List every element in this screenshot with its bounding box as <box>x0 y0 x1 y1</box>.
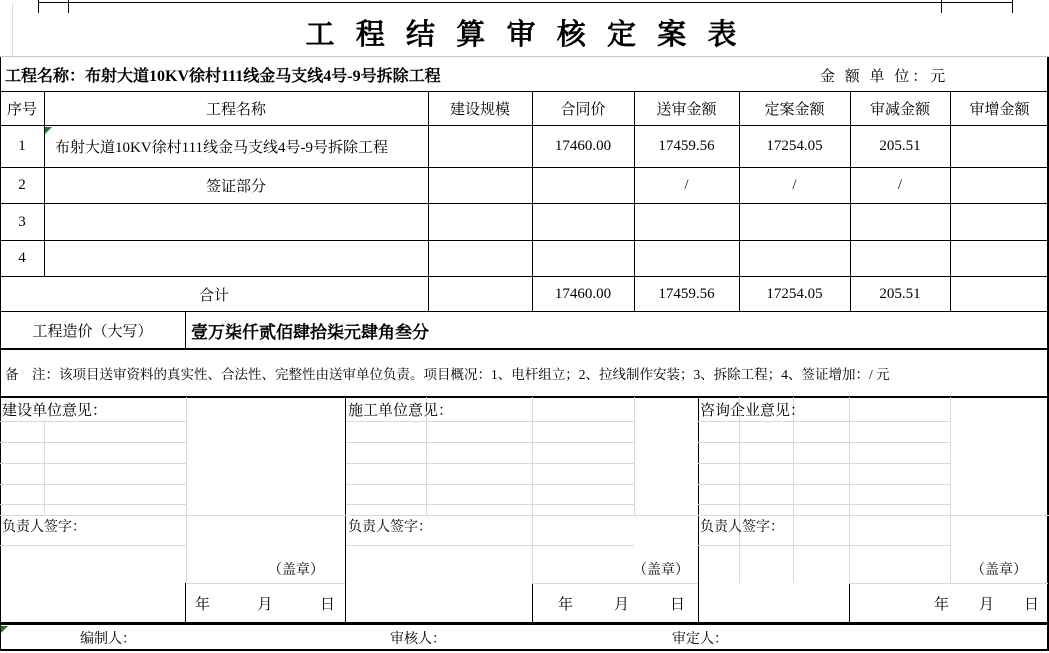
page-title: 工 程 结 算 审 核 定 案 表 <box>305 18 744 51</box>
col-header-submitted: 送审金额 <box>656 102 717 118</box>
row1-name: 布射大道10KV徐村111线金马支线4号-9号拆除工程 <box>55 140 389 156</box>
amount-words-value: 壹万柒仟贰佰肆拾柒元肆角叁分 <box>191 322 429 342</box>
total-submitted: 17459.56 <box>658 285 715 302</box>
col-header-contract: 合同价 <box>560 102 606 118</box>
date-day: 日 <box>669 596 685 613</box>
row1-finalized: 17254.05 <box>766 138 823 154</box>
project-name-label: 工程名称：布射大道10KV徐村111线金马支线4号-9号拆除工程 <box>5 67 441 85</box>
date-month: 月 <box>257 596 273 613</box>
date-row-construction <box>185 584 345 622</box>
opinion-title-contractor: 施工单位意见： <box>348 402 454 419</box>
row2-submitted: / <box>684 177 689 193</box>
date-month: 月 <box>978 596 994 613</box>
row1-no: 1 <box>18 138 26 154</box>
date-day: 日 <box>1023 596 1039 613</box>
total-finalized: 17254.05 <box>766 285 823 302</box>
row2-finalized: / <box>792 177 797 193</box>
cell-flag-icon <box>1 626 8 633</box>
col-header-finalized: 定案金额 <box>764 102 825 118</box>
seal-label-contractor: （盖章） <box>633 563 689 578</box>
row1-contract: 17460.00 <box>554 138 612 154</box>
total-label: 合计 <box>198 287 229 304</box>
unit-label: 金 额 单 位：元 <box>820 68 949 85</box>
date-year: 年 <box>195 596 211 613</box>
row3-no: 3 <box>18 213 26 230</box>
opinion-title-construction: 建设单位意见： <box>2 402 108 419</box>
total-contract: 17460.00 <box>554 285 612 302</box>
date-year: 年 <box>558 596 574 613</box>
preparer-label: 编制人： <box>80 632 136 647</box>
remark-text: 备 注：该项目送审资料的真实性、合法性、完整性由送审单位负责。项目概况：1、电杆组立；2、拉线制作安装；3、拆除工程；4、签证增加：/ 元 <box>5 367 890 382</box>
date-row-contractor <box>532 584 698 622</box>
col-header-increased: 审增金额 <box>969 102 1030 118</box>
col-header-name: 工程名称 <box>205 102 266 118</box>
row2-no: 2 <box>18 177 26 193</box>
date-year: 年 <box>933 596 949 613</box>
date-row-consultant <box>849 584 1045 622</box>
col-header-reduced: 审减金额 <box>869 102 930 118</box>
row1-reduced: 205.51 <box>879 138 921 154</box>
row2-name: 签证部分 <box>205 179 266 195</box>
col-header-scale: 建设规模 <box>449 102 510 118</box>
amount-words-label: 工程造价（大写） <box>32 323 153 340</box>
row1-submitted: 17459.56 <box>658 138 715 154</box>
row4-no: 4 <box>18 250 26 266</box>
col-header-no: 序号 <box>6 102 37 118</box>
seal-label-consultant: （盖章） <box>971 563 1027 578</box>
sign-label-contractor: 负责人签字： <box>348 520 432 535</box>
sign-label-construction: 负责人签字： <box>2 520 86 535</box>
reviewer-label: 审核人： <box>390 632 446 647</box>
date-month: 月 <box>613 596 629 613</box>
approver-label: 审定人： <box>672 632 728 647</box>
total-reduced: 205.51 <box>879 285 921 302</box>
date-day: 日 <box>319 596 335 613</box>
opinion-title-consultant: 咨询企业意见： <box>700 402 806 419</box>
seal-label-construction: （盖章） <box>268 563 324 578</box>
sign-label-consultant: 负责人签字： <box>700 520 784 535</box>
row2-reduced: / <box>897 177 903 193</box>
